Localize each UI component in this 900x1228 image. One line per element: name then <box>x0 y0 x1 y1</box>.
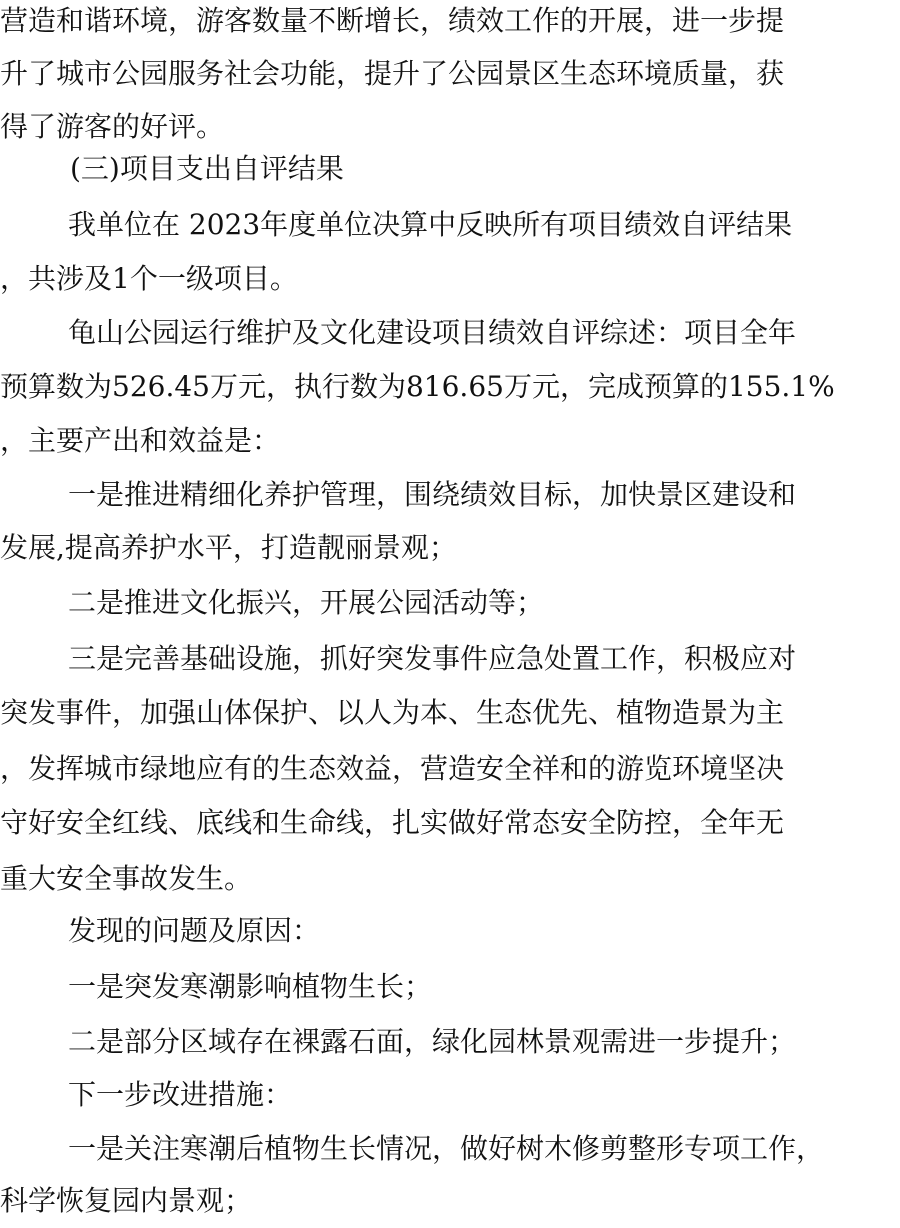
text-line-2: 升了城市公园服务社会功能，提升了公园景区生态环境质量，获 <box>0 57 785 90</box>
text-line-5: 我单位在 2023年度单位决算中反映所有项目绩效自评结果 <box>68 208 793 241</box>
text-line-15: ，发挥城市绿地应有的生态效益，营造安全祥和的游览环境坚决 <box>0 752 785 785</box>
text-line-11: 发展,提高养护水平，打造靓丽景观； <box>0 531 457 564</box>
text-line-19: 一是突发寒潮影响植物生长； <box>68 970 433 1003</box>
text-line-23: 科学恢复园内景观； <box>0 1184 253 1217</box>
text-line-22: 一是关注寒潮后植物生长情况，做好树木修剪整形专项工作， <box>68 1132 825 1165</box>
text-line-17: 重大安全事故发生。 <box>0 862 253 895</box>
text-line-16: 守好安全红线、底线和生命线，扎实做好常态安全防控，全年无 <box>0 806 785 839</box>
text-line-6: ，共涉及1个一级项目。 <box>0 262 298 295</box>
text-line-20: 二是部分区域存在裸露石面，绿化园林景观需进一步提升； <box>68 1025 797 1058</box>
text-line-10: 一是推进精细化养护管理，围绕绩效目标，加快景区建设和 <box>68 478 797 511</box>
text-line-7: 龟山公园运行维护及文化建设项目绩效自评综述：项目全年 <box>68 316 797 349</box>
text-line-1: 营造和谐环境，游客数量不断增长，绩效工作的开展，进一步提 <box>0 4 785 37</box>
text-line-3: 得了游客的好评。 <box>0 110 225 143</box>
text-line-12: 二是推进文化振兴，开展公园活动等； <box>68 586 545 619</box>
text-line-13: 三是完善基础设施，抓好突发事件应急处置工作，积极应对 <box>68 642 797 675</box>
text-line-21: 下一步改进措施： <box>68 1078 293 1111</box>
text-line-8: 预算数为526.45万元，执行数为816.65万元，完成预算的155.1% <box>0 370 835 403</box>
text-line-14: 突发事件，加强山体保护、以人为本、生态优先、植物造景为主 <box>0 696 785 729</box>
text-line-18: 发现的问题及原因： <box>68 914 321 947</box>
section-heading: (三)项目支出自评结果 <box>70 152 344 185</box>
text-line-9: ，主要产出和效益是： <box>0 424 281 457</box>
